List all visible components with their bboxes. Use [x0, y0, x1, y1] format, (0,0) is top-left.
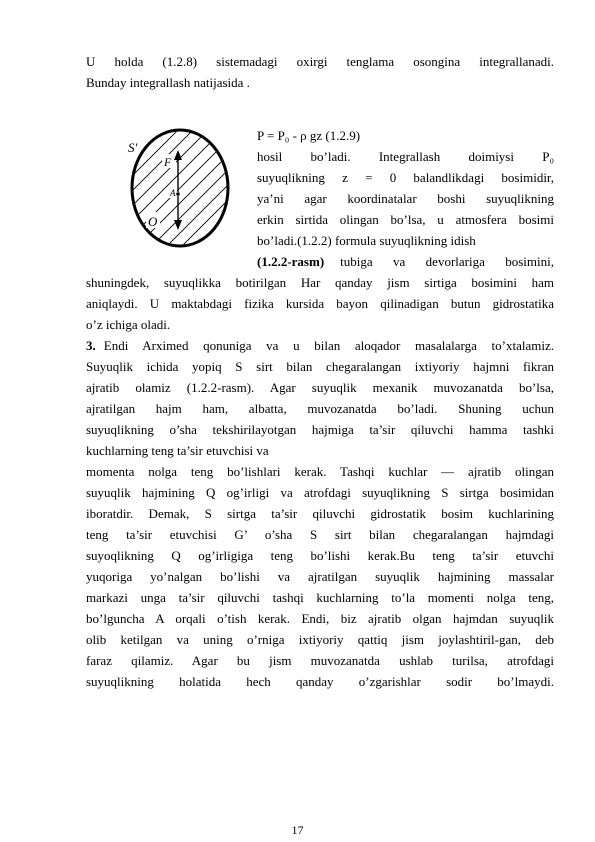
formula-line: P = P₀ - ρ gz (1.2.9)	[257, 128, 361, 143]
paragraph-line: Bunday integrallash natijasida .	[86, 75, 250, 90]
label-o: O	[148, 214, 158, 229]
section-number: 3.	[86, 338, 96, 353]
paragraph-line: teng ta’sir etuvchisi G’ o’sha S sirt bilan chegaralangan hajmdagi	[86, 527, 554, 542]
paragraph-line: suyuqlikning o’sha tekshirilayotgan hajmiga ta’sir qiluvchi hamma tashki	[86, 422, 554, 437]
paragraph-line: ya’ni agar koordinatalar boshi suyuqlikning	[257, 191, 554, 206]
figure-reference: (1.2.2-rasm)	[257, 254, 325, 269]
paragraph-line: ajratilgan hajm ham, albatta, muvozanatda bo’ladi. Shuning uchun	[86, 401, 554, 416]
paragraph-line: o’z ichiga oladi.	[86, 317, 171, 332]
label-a: A	[170, 188, 176, 198]
paragraph-line: ajratib olamiz (1.2.2-rasm). Agar suyuqlik mexanik muvozanatda bo’lsa,	[86, 380, 554, 395]
paragraph-line: iboratdir. Demak, S sirtga ta’sir qiluvchi gidrostatik bosim kuchlarining	[86, 506, 554, 521]
paragraph-line: momenta nolga teng bo’lishlari kerak. Tashqi kuchlar — ajratib olingan	[86, 464, 554, 479]
paragraph-line: bo’lguncha A orqali o’tish kerak. Endi, biz ajratib olgan hajmdan suyuqlik	[86, 611, 554, 626]
paragraph-line: markazi unga ta’sir qiluvchi tashqi kuchlarning to’la momenti nolga teng,	[86, 590, 554, 605]
paragraph-line: yuqoriga yo’nalgan bo’lishi va ajratilgan suyuqlik hajmining massalar	[86, 569, 554, 584]
section-line-text: Endi Arximed qonuniga va u bilan aloqador masalalarga to’xtalamiz.	[103, 338, 554, 353]
paragraph-line: faraz qilamiz. Agar bu jism muvozanatda ushlab turilsa, atrofdagi	[86, 653, 554, 668]
paragraph-line: U holda (1.2.8) sistemadagi oxirgi tenglama osongina integrallanadi.	[86, 54, 554, 69]
paragraph-line: suyuqlik hajmining Q og’irligi va atrofdagi suyuqlikning S sirtga bosimidan	[86, 485, 554, 500]
caption-tail: tubiga va devorlariga bosimini,	[340, 254, 554, 269]
section-first-line	[86, 336, 554, 356]
paragraph-line: Suyuqlik ichida yopiq S sirt bilan chegaralangan ixtiyoriy hajmni fikran	[86, 359, 554, 374]
paragraph-line: hosil bo’ladi. Integrallash doimiysi P₀	[257, 149, 554, 164]
paragraph-line: shuningdek, suyuqlikka botirilgan Har qanday jism sirtiga bosimini ham	[86, 275, 554, 290]
page-number: 17	[291, 823, 304, 837]
paragraph-line: aniqlaydi. U maktabdagi fizika kursida bayon qilinadigan butun gidrostatika	[86, 296, 554, 311]
paragraph-line: erkin sirtida olingan bo’lsa, u atmosfera bosimi	[257, 212, 554, 227]
paragraph-line: olib ketilgan va uning o’rniga ixtiyoriy qattiq jism joylashtiril-gan, deb	[86, 632, 554, 647]
figure-sphere-illustration	[112, 116, 244, 256]
paragraph-line: suyuqlikning z = 0 balandlikdagi bosimidir,	[257, 170, 554, 185]
paragraph-line: bo’ladi.(1.2.2) formula suyuqlikning idish	[257, 233, 476, 248]
paragraph-line: suyuqlikning holatida hech qanday o’zgarishlar sodir bo’lmaydi.	[86, 674, 554, 689]
caption-line	[257, 252, 554, 272]
paragraph-line: kuchlarning teng ta’sir etuvchisi va	[86, 443, 269, 458]
paragraph-line: suyoqlikning Q og’irligiga teng bo’lishi kerak.Bu teng ta’sir etuvchi	[86, 548, 554, 563]
label-f: F	[164, 155, 172, 169]
label-s-prime: S'	[128, 140, 138, 155]
